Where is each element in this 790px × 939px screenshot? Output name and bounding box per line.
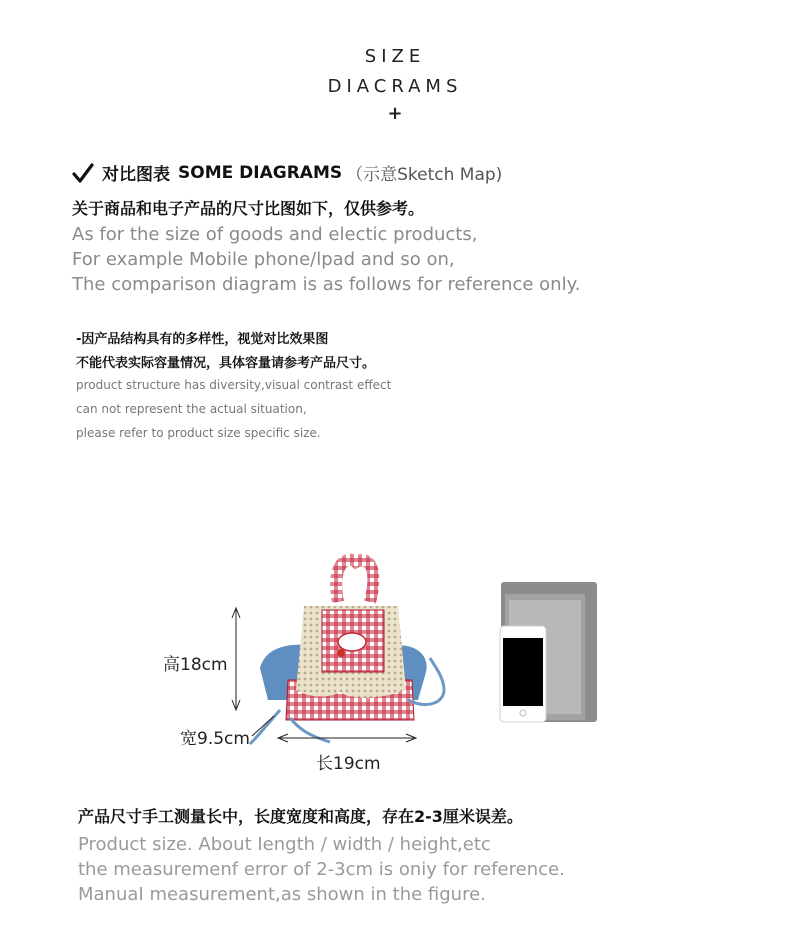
length-label: 长19cm [316,754,381,774]
header-diagrams: DIACRAMS [327,76,463,97]
section-title [72,160,502,185]
note-en-1: product structure has diversity,visual contrast effect [76,378,392,392]
section-title-sketch: （示意Sketch Map) [346,165,503,185]
section-title-en: SOME DIAGRAMS [178,162,343,183]
header-size: SIZE [364,46,426,67]
intro-line-1: As for the size of goods and electic products, [72,224,478,245]
intro-line-3: The comparison diagram is as follows for reference only. [72,274,581,295]
footer-en-2: the measuremenf error of 2-3cm is oniy for reference. [78,859,565,880]
note-en-3: please refer to product size specific size. [76,426,321,440]
footer-en-1: Product size. About Iength / width / height,etc [78,834,491,855]
note-cn-2: 不能代表实际容量情况，具体容量请参考产品尺寸。 [76,356,376,371]
height-label: 高18cm [163,655,228,675]
intro-line-2: For example Mobile phone/lpad and so on, [72,249,455,270]
footer-cn: 产品尺寸手工测量长中，长度宽度和高度，存在2-3厘米误差。 [78,807,523,826]
section-title-cn: 对比图表 [102,165,170,185]
ipad-phone-illustration [499,580,599,724]
footer-en-3: ManuaI measurement,as shown in the figure. [78,884,486,905]
note-en-2: can not represent the actual situation, [76,402,307,416]
section-subtitle: 关于商品和电子产品的尺寸比图如下，仅供参考。 [72,199,425,218]
width-label: 宽9.5cm [180,729,250,749]
plus-icon: + [387,103,403,124]
dimension-arrows [226,606,426,752]
note-cn-1: -因产品结构具有的多样性，视觉对比效果图 [76,332,329,347]
check-icon [72,162,94,184]
